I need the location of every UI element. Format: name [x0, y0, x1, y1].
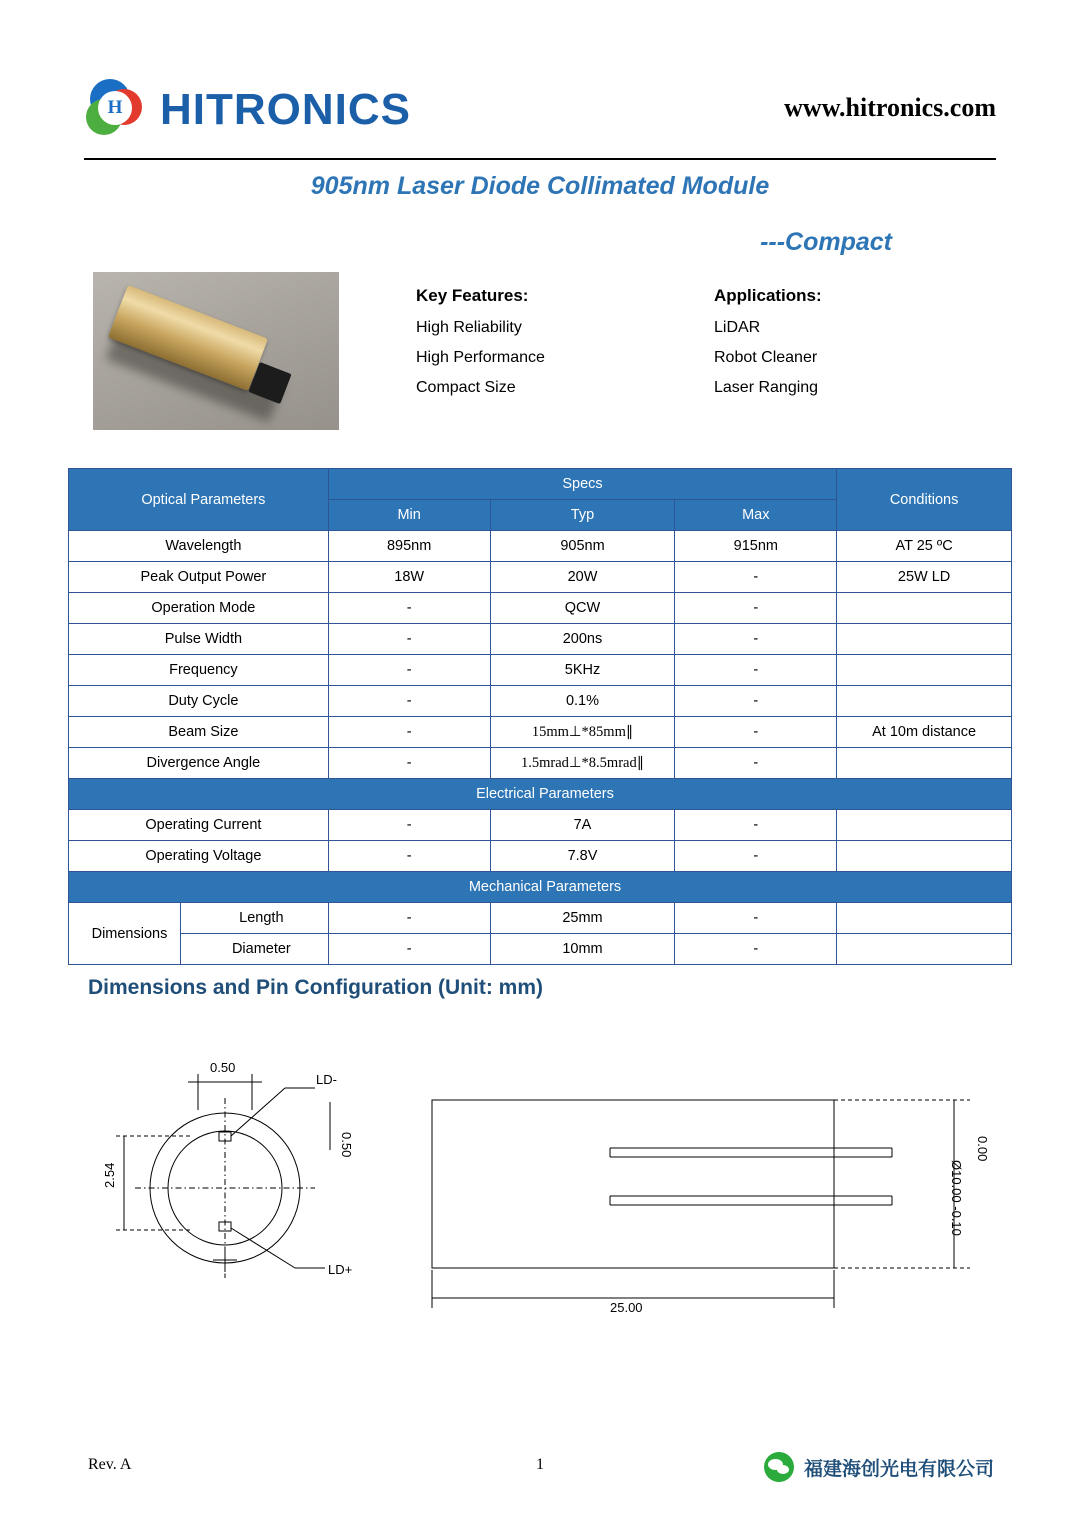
- param-name: Pulse Width: [69, 624, 329, 655]
- param-cond: At 10m distance: [837, 717, 1012, 748]
- key-features-heading: Key Features:: [416, 286, 529, 305]
- param-group-dimensions: Dimensions: [69, 903, 181, 965]
- dim-label-length: 25.00: [610, 1300, 643, 1315]
- param-typ: 905nm: [490, 531, 675, 562]
- footer-company-name: 福建海创光电有限公司: [803, 1458, 994, 1480]
- param-name: Length: [180, 903, 328, 934]
- param-max: -: [675, 841, 837, 872]
- header-optical-parameters: Optical Parameters: [69, 469, 329, 531]
- param-max: -: [675, 655, 837, 686]
- param-name: Diameter: [180, 934, 328, 965]
- param-name: Operation Mode: [69, 593, 329, 624]
- table-row: [69, 810, 1012, 841]
- param-name: Frequency: [69, 655, 329, 686]
- dim-label-pitch-x: 0.50: [210, 1060, 236, 1075]
- param-cond: [837, 655, 1012, 686]
- param-name: Operating Voltage: [69, 841, 329, 872]
- section-title-mechanical: Mechanical Parameters: [69, 872, 1012, 903]
- section-row-electrical: [69, 779, 1012, 810]
- header-divider: [84, 158, 996, 160]
- param-min: -: [328, 810, 490, 841]
- application-item: LiDAR: [714, 319, 761, 336]
- table-row: [69, 686, 1012, 717]
- applications-block: [714, 286, 994, 409]
- param-min: -: [328, 748, 490, 779]
- param-max: -: [675, 717, 837, 748]
- table-row: [69, 655, 1012, 686]
- application-item: Robot Cleaner: [714, 349, 818, 366]
- param-name: Divergence Angle: [69, 748, 329, 779]
- param-name: Operating Current: [69, 810, 329, 841]
- param-min: -: [328, 593, 490, 624]
- param-cond: [837, 593, 1012, 624]
- pin-label-positive: LD+: [328, 1262, 353, 1277]
- param-cond: [837, 686, 1012, 717]
- param-cond: AT 25 ºC: [837, 531, 1012, 562]
- param-cond: [837, 748, 1012, 779]
- header-max: Max: [675, 500, 837, 531]
- key-feature-item: Compact Size: [416, 379, 516, 396]
- section-row-mechanical: [69, 872, 1012, 903]
- hitronics-logo-icon: [84, 79, 146, 141]
- param-cond: 25W LD: [837, 562, 1012, 593]
- table-row: [69, 748, 1012, 779]
- param-max: -: [675, 624, 837, 655]
- param-typ: 1.5mrad⊥*8.5mrad∥: [490, 748, 675, 779]
- key-features-block: [416, 286, 696, 409]
- dim-label-pitch-y: 0.50: [339, 1132, 354, 1158]
- table-row: [69, 903, 1012, 934]
- table-row: [69, 934, 1012, 965]
- param-typ: 200ns: [490, 624, 675, 655]
- table-row: [69, 562, 1012, 593]
- param-typ: 20W: [490, 562, 675, 593]
- table-row: [69, 717, 1012, 748]
- param-max: -: [675, 810, 837, 841]
- param-max: -: [675, 562, 837, 593]
- param-typ: 0.1%: [490, 686, 675, 717]
- page-header: [84, 62, 996, 158]
- dimensions-heading: Dimensions and Pin Configuration (Unit: mm): [88, 976, 543, 999]
- dim-label-spacing: 2.54: [102, 1162, 117, 1188]
- param-typ: 5KHz: [490, 655, 675, 686]
- param-cond: [837, 934, 1012, 965]
- param-name: Peak Output Power: [69, 562, 329, 593]
- param-min: -: [328, 686, 490, 717]
- param-typ: QCW: [490, 593, 675, 624]
- footer-revision: Rev. A: [88, 1456, 132, 1473]
- param-min: 895nm: [328, 531, 490, 562]
- param-max: -: [675, 934, 837, 965]
- param-name: Duty Cycle: [69, 686, 329, 717]
- dimension-drawing: [80, 1040, 1010, 1330]
- product-photo: [93, 272, 339, 430]
- param-min: -: [328, 934, 490, 965]
- footer-page-number: 1: [536, 1456, 544, 1473]
- application-item: Laser Ranging: [714, 379, 819, 396]
- header-min: Min: [328, 500, 490, 531]
- header-typ: Typ: [490, 500, 675, 531]
- side-view-body: [432, 1100, 834, 1268]
- table-row: [69, 531, 1012, 562]
- key-feature-item: High Reliability: [416, 319, 522, 336]
- footer-company: [764, 1452, 994, 1482]
- pin-label-negative: LD-: [316, 1072, 337, 1087]
- param-min: 18W: [328, 562, 490, 593]
- param-max: 915nm: [675, 531, 837, 562]
- param-cond: [837, 624, 1012, 655]
- logo-initial: H: [98, 91, 132, 125]
- param-min: -: [328, 841, 490, 872]
- param-typ: 7.8V: [490, 841, 675, 872]
- param-cond: [837, 841, 1012, 872]
- param-name: Wavelength: [69, 531, 329, 562]
- param-typ: 10mm: [490, 934, 675, 965]
- param-min: -: [328, 903, 490, 934]
- header-specs: Specs: [328, 469, 836, 500]
- website-url[interactable]: www.hitronics.com: [784, 93, 996, 122]
- table-header-row: [69, 469, 1012, 500]
- applications-heading: Applications:: [714, 286, 822, 305]
- brand-name: HITRONICS: [160, 85, 411, 134]
- dim-label-diameter: Ø10.00 -0.10: [949, 1160, 964, 1236]
- param-min: -: [328, 655, 490, 686]
- page-subtitle: ---Compact: [760, 228, 892, 256]
- param-max: -: [675, 903, 837, 934]
- param-name: Beam Size: [69, 717, 329, 748]
- header-conditions: Conditions: [837, 469, 1012, 531]
- param-min: -: [328, 624, 490, 655]
- section-title-electrical: Electrical Parameters: [69, 779, 1012, 810]
- param-cond: [837, 903, 1012, 934]
- table-row: [69, 624, 1012, 655]
- param-min: -: [328, 717, 490, 748]
- drawing-svg: [80, 1040, 1010, 1330]
- param-typ: 7A: [490, 810, 675, 841]
- param-max: -: [675, 686, 837, 717]
- table-row: [69, 841, 1012, 872]
- specifications-table: [68, 468, 1012, 965]
- page-title: 905nm Laser Diode Collimated Module: [310, 172, 770, 200]
- brand-lockup: [84, 79, 411, 141]
- key-feature-item: High Performance: [416, 349, 545, 366]
- param-cond: [837, 810, 1012, 841]
- param-max: -: [675, 748, 837, 779]
- param-typ: 15mm⊥*85mm∥: [490, 717, 675, 748]
- table-row: [69, 593, 1012, 624]
- dim-label-tolerance-top: 0.00: [975, 1136, 990, 1162]
- wechat-icon: [764, 1452, 794, 1482]
- param-typ: 25mm: [490, 903, 675, 934]
- param-max: -: [675, 593, 837, 624]
